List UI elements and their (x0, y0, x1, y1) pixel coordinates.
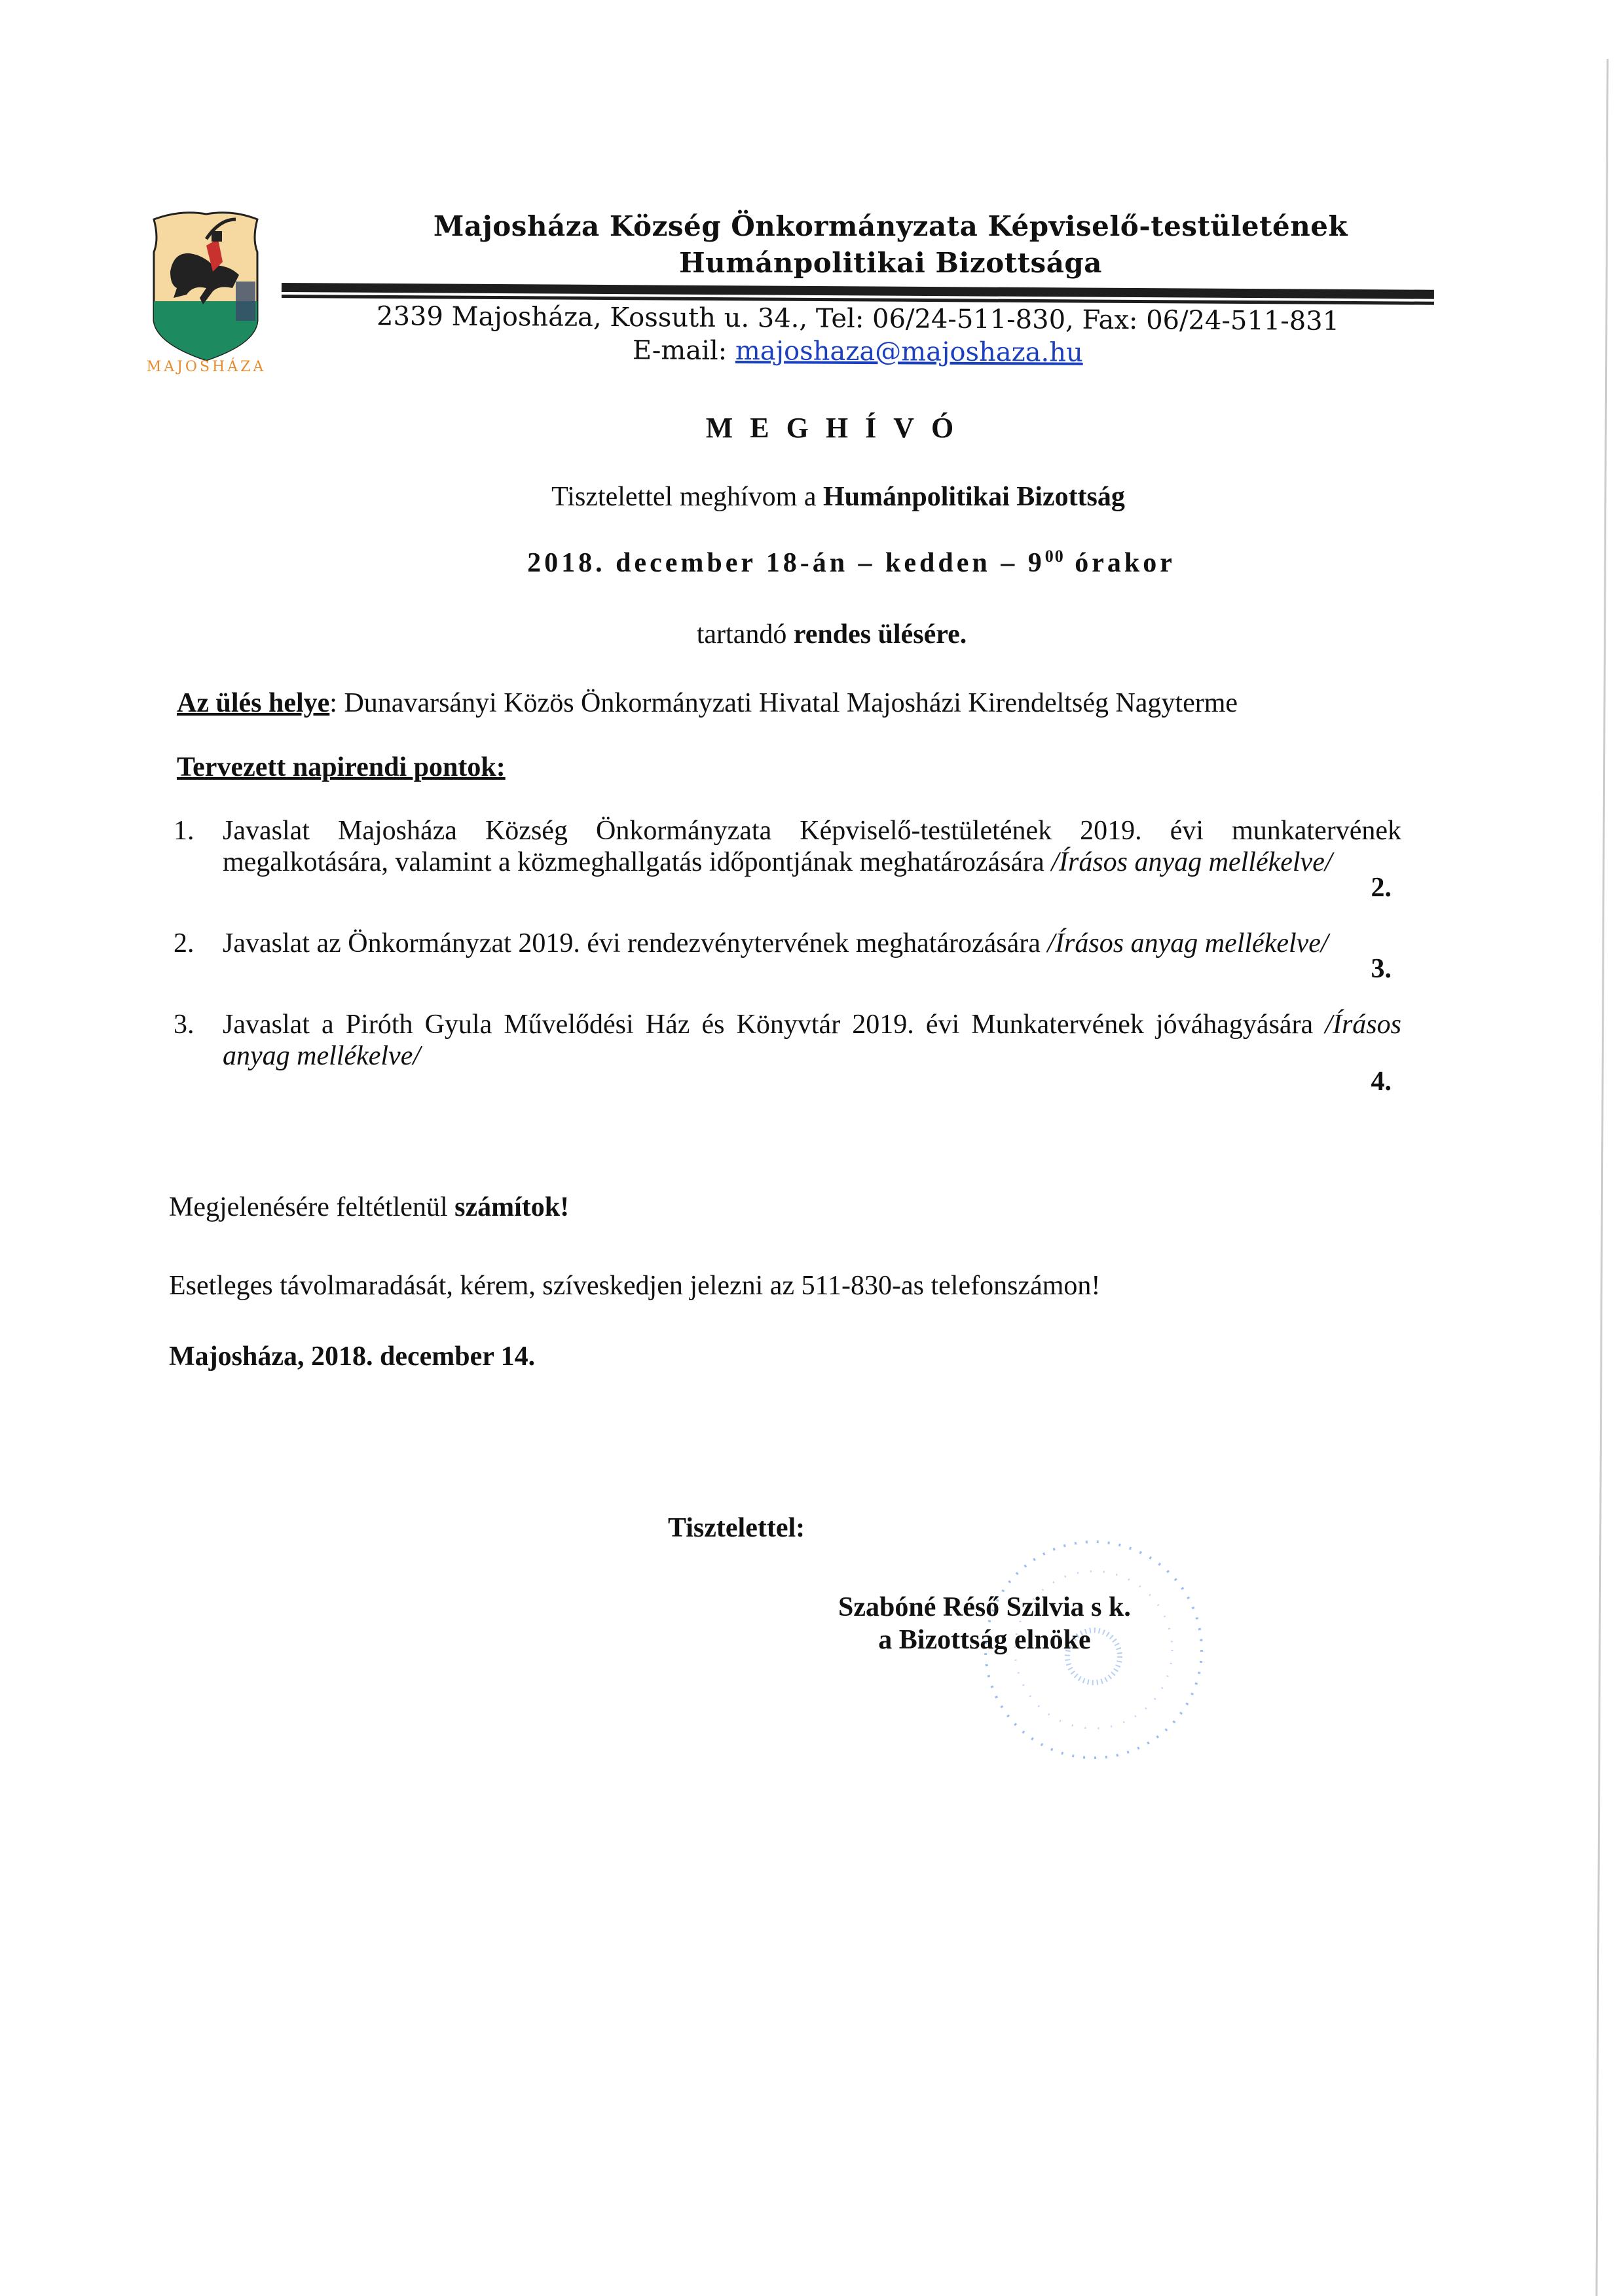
place-and-date: Majosháza, 2018. december 14. (169, 1341, 536, 1372)
agenda-item-text: Javaslat Majosháza Község Önkormányzata Képviselő-testületének 2019. évi munkatervének megalkotására, valamint a közmeghallgatás időpontjának meghatározására (223, 816, 1401, 877)
venue-line (177, 687, 1238, 719)
email-line (301, 333, 1414, 371)
signatory-name: Szabóné Réső Szilvia s k. (838, 1592, 1131, 1622)
address-line: 2339 Majosháza, Kossuth u. 34., Tel: 06/24-511-830, Fax: 06/24-511-831 (376, 301, 1340, 337)
session-prefix: tartandó (696, 619, 794, 649)
agenda-item-text: Javaslat az Önkormányzat 2019. évi rendezvénytervének meghatározására (223, 928, 1048, 958)
letterhead-contact (301, 300, 1415, 371)
agenda-item-page-ref: 2. (1371, 873, 1392, 903)
agenda-item-number: 1. (174, 816, 194, 846)
scan-page-edge (1572, 59, 1611, 2296)
agenda-item-attachment: /Írásos anyag mellékelve/ (223, 1010, 1401, 1071)
signatory-role: a Bizottság elnöke (878, 1625, 1091, 1655)
org-name-line1: Majosháza Község Önkormányzata Képviselő-testületének (433, 210, 1348, 242)
agenda-item-text: Javaslat a Piróth Gyula Művelődési Ház és Könyvtár 2019. évi Munkatervének jóváhagyására (223, 1010, 1325, 1040)
org-name-line2: Humánpolitikai Bizottsága (678, 247, 1102, 279)
meeting-date-main: 2018. december 18-án – kedden – 9 (527, 548, 1045, 578)
letterhead-organization (367, 208, 1414, 282)
attendance-request (169, 1192, 569, 1223)
agenda-item (174, 1009, 1401, 1097)
svg-text:MAJOSHÁZA: MAJOSHÁZA (146, 359, 267, 375)
agenda-item (174, 815, 1401, 903)
attendance-bold: számítok! (454, 1192, 570, 1222)
agenda-item-attachment: /Írásos anyag mellékelve/ (1051, 847, 1333, 877)
agenda-item-number: 2. (174, 928, 194, 958)
session-bold: rendes ülésére. (793, 619, 967, 649)
session-type (0, 619, 1624, 650)
attendance-prefix: Megjelenésére feltétlenül (169, 1192, 455, 1222)
venue-label: Az ülés helye (177, 688, 330, 718)
committee-name: Humánpolitikai Bizottság (823, 482, 1125, 512)
agenda-heading-text: Tervezett napirendi pontok: (177, 752, 506, 782)
agenda-item-page-ref: 3. (1371, 954, 1392, 984)
venue-value: : Dunavarsányi Közös Önkormányzati Hivatal Majosházi Kirendeltség Nagyterme (329, 688, 1238, 718)
agenda-heading (177, 752, 506, 783)
agenda-item-number: 3. (174, 1010, 194, 1040)
agenda-item (174, 928, 1401, 984)
email-link[interactable]: majoshaza@majoshaza.hu (735, 336, 1083, 368)
meeting-time-minutes: 00 (1044, 547, 1065, 566)
intro-line (0, 481, 1624, 513)
agenda-list (174, 815, 1401, 1121)
intro-prefix: Tisztelettel meghívom a (551, 482, 823, 512)
agenda-item-page-ref: 4. (1371, 1066, 1392, 1097)
document-title: MEGHÍVÓ (705, 412, 971, 444)
agenda-item-attachment: /Írásos anyag mellékelve/ (1047, 928, 1329, 958)
email-label: E-mail: (632, 335, 728, 366)
coat-of-arms-hussar-icon (141, 200, 268, 376)
signatory (838, 1591, 1131, 1656)
meeting-date (0, 547, 1624, 579)
absence-notice: Esetleges távolmaradását, kérem, szíveskedjen jelezni az 511-830-as telefonszámon! (169, 1271, 1101, 1301)
meeting-date-suffix: órakor (1064, 548, 1175, 578)
closing-salutation: Tisztelettel: (668, 1513, 805, 1543)
